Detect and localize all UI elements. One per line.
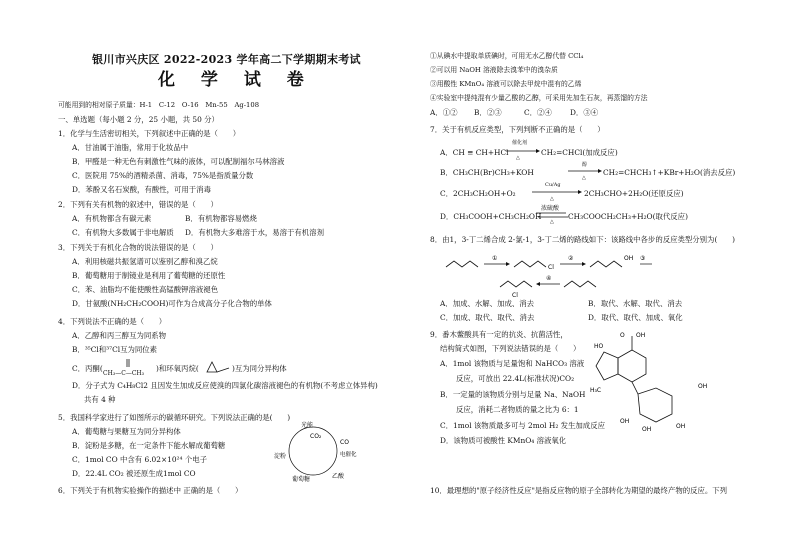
q7-cond: △ [550, 196, 554, 202]
q3-option: A．利用核磁共振氢谱可以鉴别乙醇和溴乙烷 [72, 257, 218, 266]
q2-option: A．有机物都含有碳元素 [72, 214, 152, 223]
q7-option-a-product: CH₂=CHCl(加成反应) [541, 148, 618, 157]
q9-option: 反应，可放出 22.4L(标准状况)CO₂ [456, 374, 575, 383]
step-label: ③ [640, 255, 646, 262]
cycle-label: 葡萄糖 [292, 476, 311, 482]
q3-option: C．苯、油脂均不能使酸性高锰酸钾溶液褪色 [72, 285, 219, 294]
cycle-label: CO₂ [310, 433, 322, 440]
q5-option: D．22.4L CO₂ 被还原生成1mol CO [72, 469, 196, 478]
carbon-cycle-diagram [268, 420, 358, 482]
q6-option: B．②③ [474, 108, 502, 117]
q6-statement: ②可以用 NaOH 溶液除去溴苯中的溴杂质 [430, 66, 558, 74]
q9-option: A．1mol 该物质与足量饱和 NaHCO₃ 溶液 [440, 359, 585, 368]
reaction-arrow [568, 168, 602, 174]
q5-stem: 5．我国科学家进行了如图所示的碳循环研究。下列说法正确的是( ) [58, 413, 291, 422]
q7-option-c-product: 2CH₃CHO+2H₂O(还原反应) [584, 189, 684, 198]
acetone-formula: CH₃—C—CH₃ [103, 370, 145, 377]
q2-option: B．有机物都容易燃烧 [185, 214, 257, 223]
q8-option: C．加成、取代、取代、消去 [440, 313, 535, 322]
q6-statement: ③用酸性 KMnO₄ 溶液可以除去甲烷中混有的乙烯 [430, 80, 582, 88]
atom-label: OH [698, 383, 708, 390]
q1-option: A．甘油属于油脂，常用于化妆品中 [72, 143, 189, 152]
q7-option-d: D．CH₃COOH+CH₃CH₂OH [440, 212, 542, 221]
q9-option: C．1mol 该物质最多可与 2mol H₂ 发生加成反应 [440, 421, 605, 430]
q1-option: C．医院用 75%的酒精杀菌、消毒，75%是指质量分数 [72, 171, 254, 180]
exam-subtitle: 化 学 试 卷 [158, 70, 314, 90]
atom-label: Cl [512, 292, 518, 299]
q2-option: D．有机物大多难溶于水，易溶于有机溶剂 [185, 228, 324, 237]
reversible-arrow [536, 211, 568, 219]
atom-label: OH [624, 255, 634, 262]
q9-stem: 结构简式如图，下列说法错误的是（ ） [440, 344, 581, 353]
q1-option: D．苯酚又名石炭酸，有酸性，可用于消毒 [72, 185, 211, 194]
atom-label: OH [642, 426, 652, 433]
q1-option: B．甲醛是一种无色有刺激性气味的液体，可以配制福尔马林溶液 [72, 157, 285, 166]
cycle-label: 光能 [301, 422, 314, 429]
atom-label: OH [636, 332, 646, 339]
q4-option: B．³⁵Cl和³⁷Cl互为同位素 [72, 345, 158, 354]
atom-label: O [620, 332, 625, 339]
acetone-structure [117, 358, 137, 368]
q7-cond: 催化剂 [512, 140, 528, 146]
q4-option-c-mid: )和环氧丙烷( [156, 364, 199, 373]
exam-title: 银川市兴庆区 2022-2023 学年高二下学期期末考试 [92, 53, 361, 66]
q2-option: C．有机物大多数属于非电解质 [72, 228, 174, 237]
q6-statement: ①从碘水中提取单质碘时，可用无水乙醇代替 CCl₄ [430, 52, 584, 60]
q7-option-d-product: CH₃COOCH₂CH₃+H₂O(取代反应) [568, 212, 688, 221]
reaction-arrow [506, 148, 540, 154]
cycle-label: CO [340, 439, 349, 446]
q1-stem: 1．化学与生活密切相关，下列叙述中正确的是（ ） [58, 129, 241, 138]
cycle-label: 电催化 [340, 452, 357, 458]
q4-option-c-suffix: )互为同分异构体 [232, 364, 287, 373]
atom-label: Cl [548, 264, 554, 271]
q7-cond: △ [582, 175, 586, 181]
q3-option: D．甘氨酸(NH₂CH₂COOH)可作为合成高分子化合物的单体 [72, 299, 272, 308]
q7-cond: △ [516, 155, 520, 161]
q8-synthesis-route [440, 249, 740, 299]
step-label: ② [568, 255, 574, 262]
q9-option: 反应，消耗二者物质的量之比为 6：1 [456, 405, 579, 414]
q6-stem: 6．下列关于有机物实验操作的描述中 正确的是（ ） [58, 486, 243, 495]
q6-option: C．②④ [524, 108, 552, 117]
q5-option: C．1mol CO 中含有 6.02×10²⁴ 个电子 [72, 455, 208, 464]
q8-option: B．取代、水解、取代、消去 [588, 299, 683, 308]
q7-option-b: B．CH₃CH(Br)CH₃+KOH [440, 168, 534, 177]
step-label: ① [492, 255, 498, 262]
q8-option: A．加成、水解、加成、消去 [440, 299, 535, 308]
atom-label: H₃C [590, 387, 602, 394]
step-label: ④ [546, 275, 552, 282]
q7-option-c: C．2CH₃CH₂OH+O₂ [440, 189, 516, 198]
q4-option: A．乙醇和丙三醇互为同系物 [72, 331, 167, 340]
q4-option: D．分子式为 C₄H₈Cl2 且因发生加成反应使溴的四氯化碳溶液褪色的有机物(不考虑立体异构) [72, 381, 378, 390]
epoxypropane-structure [203, 358, 231, 374]
q9-option: B．一定量的该物质分别与足量 Na、NaOH [440, 390, 586, 399]
q4-stem: 4．下列说法不正确的是（ ） [58, 317, 167, 326]
q6-statement: ④实验室中提纯混有少量乙酸的乙醇，可采用先加生石灰，再蒸馏的方法 [430, 94, 648, 102]
q6-option: A．①② [430, 108, 458, 117]
atomic-mass-line: 可能用到的相对原子质量：H-1 C-12 O-16 Mn-55 Ag-108 [58, 101, 260, 109]
q7-option-a: A．CH ≡ CH+HCl [440, 148, 509, 157]
q7-cond: 浓硫酸 [541, 205, 560, 212]
q4-option: 共有 4 种 [84, 395, 116, 404]
q9-stem: 9．番木鳖酸具有一定的抗炎、抗菌活性， [430, 330, 568, 339]
q7-cond: Cu/Ag [545, 182, 561, 188]
q6-option: D．③④ [570, 108, 599, 117]
section-heading: 一、单选题（每小题 2 分，25 小题，共 50 分） [58, 115, 219, 124]
q3-option: B．葡萄糖用于制镜业是利用了葡萄糖的还原性 [72, 271, 226, 280]
q3-stem: 3．下列关于有机化合物的说法错误的是（ ） [58, 243, 218, 252]
atom-label: HO [594, 343, 604, 350]
q8-option: D．取代、取代、加成、氧化 [588, 313, 683, 322]
q7-cond: 醇 [582, 162, 588, 168]
atom-label: OH [676, 423, 686, 430]
q7-cond: △ [550, 219, 554, 225]
q7-stem: 7．关于有机反应类型，下列判断不正确的是（ ） [430, 125, 605, 134]
cycle-label: 乙酸 [332, 473, 345, 480]
q5-option: B．淀粉是多糖，在一定条件下能水解成葡萄糖 [72, 441, 226, 450]
reaction-arrow [532, 189, 582, 195]
q7-option-b-product: CH₂=CHCH₃↑+KBr+H₂O(消去反应) [603, 168, 736, 177]
q9-option: D．该物质可被酸性 KMnO₄ 溶液氧化 [440, 436, 567, 445]
q4-option-c-prefix: C．丙酮( [72, 364, 103, 373]
loganic-acid-structure [590, 328, 730, 433]
q2-stem: 2．下列有关有机物的叙述中，错误的是（ ） [58, 200, 218, 209]
cycle-label: 淀粉 [274, 453, 287, 460]
q5-option: A．葡萄糖与果糖互为同分异构体 [72, 427, 181, 436]
q8-stem: 8．由1，3-丁二烯合成 2-氯-1，3-丁二烯的路线如下：该路线中各步的反应类型分别为( ) [430, 235, 735, 244]
q10-stem: 10．最理想的"原子经济性反应"是指反应物的原子全部转化为期望的最终产物的反应。下列 [430, 486, 728, 495]
atom-label: OH [620, 418, 630, 425]
